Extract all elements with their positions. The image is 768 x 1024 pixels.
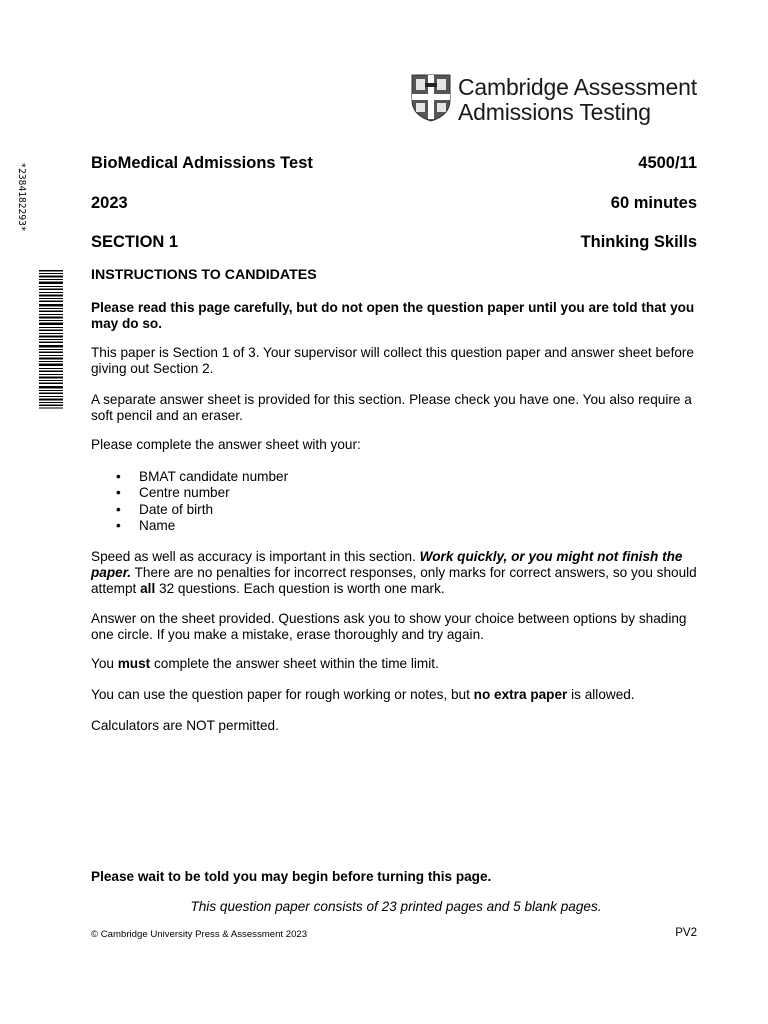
paragraph-answer-sheet: A separate answer sheet is provided for this section. Please check you have one. You also require a soft pencil and an eraser. <box>91 392 692 423</box>
barcode <box>16 162 63 410</box>
barcode-number: *2384182293* <box>16 162 27 232</box>
details-list <box>91 469 701 535</box>
all-emphasis: all <box>140 581 156 596</box>
section-label: SECTION 1 <box>91 233 179 251</box>
speed-warning: Work quickly, or you might not finish the paper. <box>91 549 683 580</box>
must-emphasis: must <box>117 656 151 671</box>
list-item: • Date of birth <box>91 502 701 518</box>
rough-pre: You can use the question paper for rough working or notes, but <box>91 687 474 702</box>
no-extra-paper: no extra paper <box>473 687 568 702</box>
speed-text: Speed as well as accuracy is important in this section. <box>91 549 420 564</box>
paper-code: 4500/11 <box>638 154 697 172</box>
cambridge-logo <box>411 74 711 126</box>
paragraph-rough-working <box>91 687 701 703</box>
paragraph-answer-method: Answer on the sheet provided. Questions ask you to show your choice between options by shading one circle. If you make a mistake, erase thoroughly and try again. <box>91 611 687 642</box>
paragraph-complete-sheet: Please complete the answer sheet with your: <box>91 437 361 452</box>
intro-paragraph: Please read this page carefully, but do not open the question paper until you are told that you may do so. <box>91 300 695 331</box>
barcode-icon <box>16 162 63 410</box>
logo-line-1: Cambridge Assessment <box>458 74 697 100</box>
instructions-heading: INSTRUCTIONS TO CANDIDATES <box>91 267 317 283</box>
rough-post: is allowed. <box>567 687 635 702</box>
section-title: Thinking Skills <box>580 233 697 251</box>
cambridge-crest-icon <box>411 74 451 122</box>
exam-duration: 60 minutes <box>610 194 697 212</box>
questions-text: 32 questions. Each question is worth one mark. <box>155 581 445 596</box>
paragraph-speed <box>91 549 701 597</box>
wait-notice: Please wait to be told you may begin before turning this page. <box>91 869 492 884</box>
list-item: • Name <box>91 518 701 534</box>
copyright: © Cambridge University Press & Assessment 2023 <box>91 929 308 940</box>
must-post: complete the answer sheet within the time limit. <box>150 656 439 671</box>
test-name: BioMedical Admissions Test <box>91 154 313 172</box>
print-version: PV2 <box>675 927 697 939</box>
paragraph-time-limit <box>91 656 701 672</box>
list-item: • BMAT candidate number <box>91 469 701 485</box>
logo-line-2: Admissions Testing <box>458 99 651 125</box>
list-item: • Centre number <box>91 485 701 501</box>
paragraph-section-info: This paper is Section 1 of 3. Your supervisor will collect this question paper and answer sheet before giving out Section 2. <box>91 345 694 376</box>
exam-year: 2023 <box>91 194 128 212</box>
penalty-text: There are no penalties for incorrect responses, only marks for correct answers, so you should attempt <box>91 565 697 596</box>
must-pre: You <box>91 656 118 671</box>
page-count-note: This question paper consists of 23 printed pages and 5 blank pages. <box>190 899 602 914</box>
paragraph-calculators: Calculators are NOT permitted. <box>91 718 279 733</box>
